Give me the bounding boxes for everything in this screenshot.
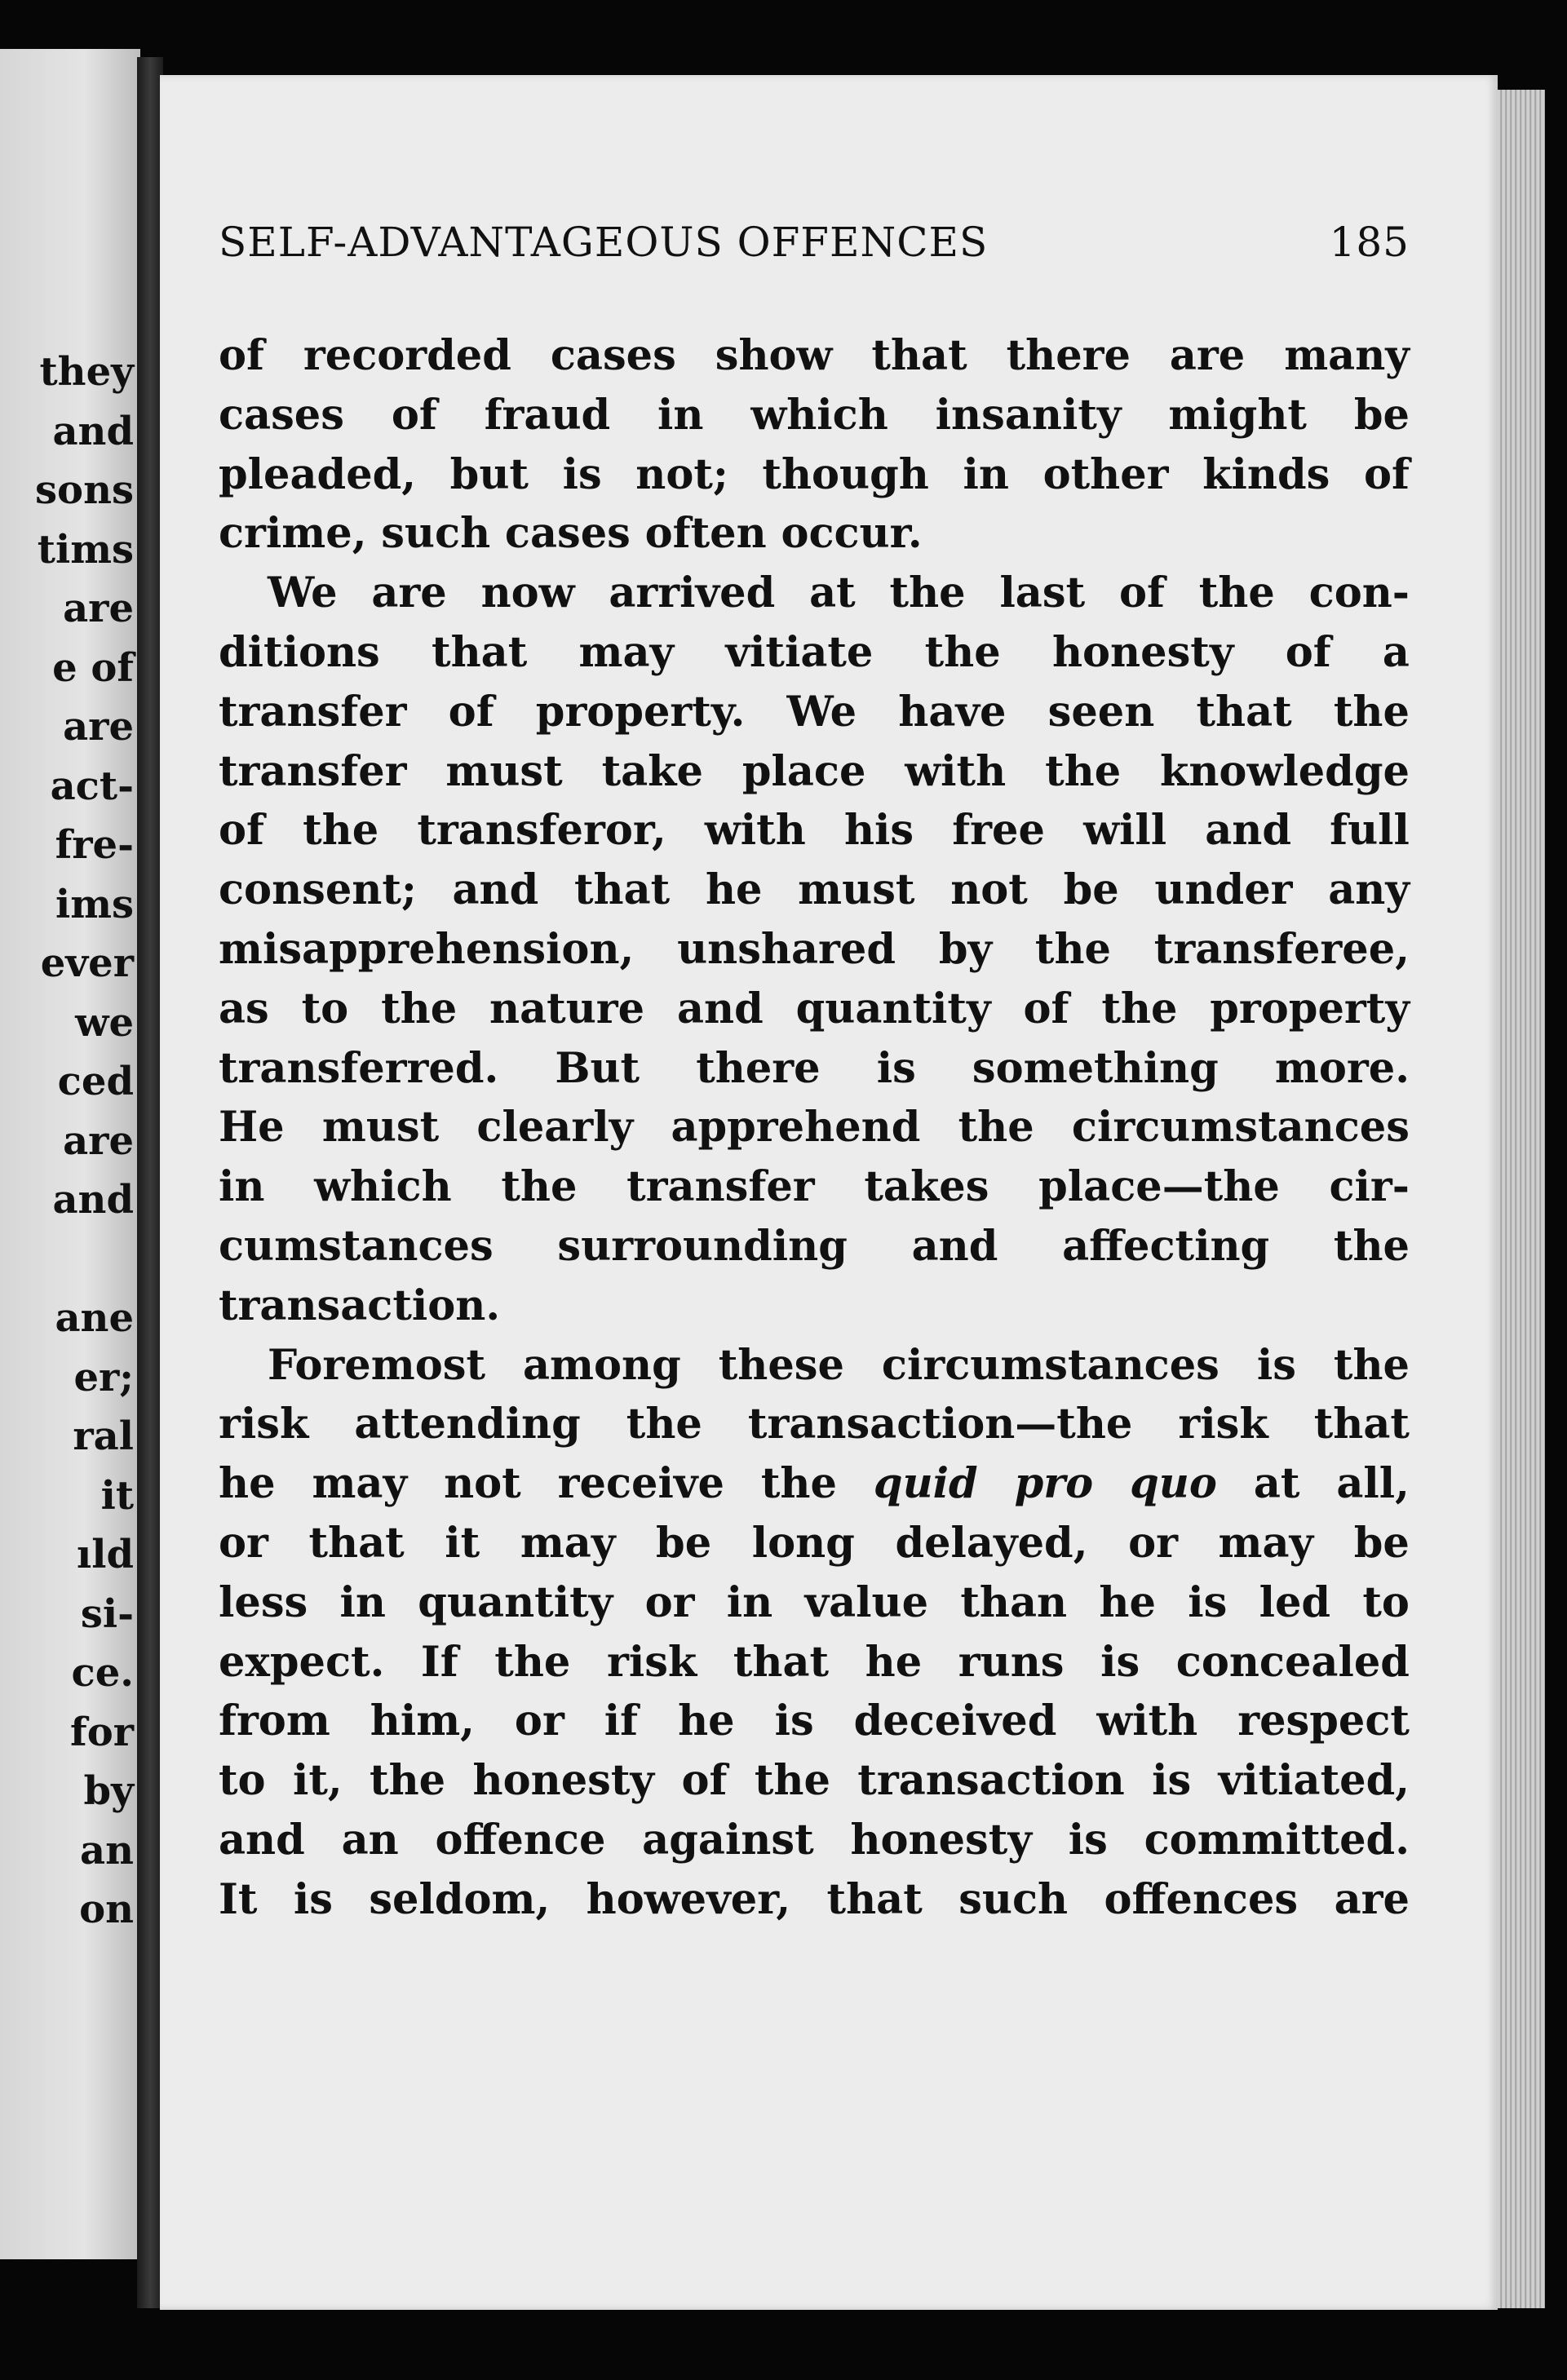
text-word: he xyxy=(865,1637,923,1687)
text-word: quantity xyxy=(795,984,991,1033)
text-word: value xyxy=(804,1577,929,1627)
text-word: cases xyxy=(504,509,645,559)
text-word: ditions xyxy=(219,627,380,677)
text-line xyxy=(219,1514,1410,1573)
text-word: risk xyxy=(219,1400,309,1449)
text-word: It xyxy=(219,1874,258,1924)
text-word: of xyxy=(1363,449,1410,499)
text-word: are xyxy=(1169,331,1246,380)
text-word: must xyxy=(445,746,563,796)
text-word: may xyxy=(1218,1518,1314,1568)
text-word: We xyxy=(786,687,857,737)
text-word: receive xyxy=(557,1459,724,1509)
text-word: honesty xyxy=(472,1756,655,1806)
previous-page-text xyxy=(0,343,134,1940)
text-word: are xyxy=(1334,1874,1410,1924)
previous-page-line: sons xyxy=(35,467,134,513)
previous-page-line: an xyxy=(80,1827,134,1873)
text-word: risk xyxy=(1178,1400,1268,1449)
text-word: nature xyxy=(489,984,645,1033)
text-word: may xyxy=(520,1518,616,1568)
text-line xyxy=(219,1098,1410,1157)
text-word: with xyxy=(905,746,1007,796)
text-word: at xyxy=(809,568,856,618)
text-word: may xyxy=(578,627,675,677)
text-line xyxy=(219,1573,1410,1633)
body-text xyxy=(219,326,1410,1930)
text-word: there xyxy=(1006,331,1131,380)
text-word: his xyxy=(843,806,914,856)
text-word: or xyxy=(644,1577,695,1627)
text-line xyxy=(219,1157,1410,1217)
text-line xyxy=(219,1870,1410,1930)
text-word: runs xyxy=(958,1637,1065,1687)
text-word: free xyxy=(952,806,1045,856)
text-word: He xyxy=(219,1103,285,1152)
text-word: something xyxy=(972,1043,1219,1093)
text-line xyxy=(219,1276,1410,1336)
text-line xyxy=(219,326,1410,386)
text-word: might xyxy=(1168,390,1307,440)
text-line xyxy=(219,623,1410,683)
text-word: such xyxy=(958,1874,1069,1924)
text-word: vitiate xyxy=(725,627,874,677)
text-word: be xyxy=(1353,1518,1410,1568)
text-word: cases xyxy=(550,331,676,380)
text-word: surrounding xyxy=(557,1221,848,1271)
text-word: committed. xyxy=(1144,1815,1410,1865)
previous-page-line: ims xyxy=(55,881,134,927)
text-word: con- xyxy=(1308,568,1410,618)
text-word: is xyxy=(774,1697,814,1746)
text-word: recorded xyxy=(303,331,511,380)
previous-page-line: we xyxy=(75,999,134,1046)
previous-page-line: si- xyxy=(80,1590,134,1637)
text-word: kinds xyxy=(1202,449,1330,499)
text-word: place xyxy=(741,746,866,796)
text-word: vitiated, xyxy=(1218,1756,1410,1806)
text-word: is xyxy=(1152,1756,1192,1806)
previous-page-line: on xyxy=(79,1887,134,1932)
text-word: of xyxy=(681,1756,728,1806)
text-word: or xyxy=(219,1518,268,1568)
text-word: of xyxy=(219,806,264,856)
text-word: other xyxy=(1042,449,1169,499)
text-word: quantity xyxy=(418,1577,613,1627)
text-word: risk xyxy=(606,1637,697,1687)
text-word: that xyxy=(308,1518,405,1568)
text-word: long xyxy=(751,1518,855,1568)
previous-page-line: for xyxy=(70,1709,134,1755)
text-word: If xyxy=(420,1637,458,1687)
text-word: seldom, xyxy=(369,1874,551,1924)
text-word: under xyxy=(1154,865,1293,915)
text-word: pleaded, xyxy=(219,449,417,499)
text-word: transaction xyxy=(857,1756,1125,1806)
text-word: But xyxy=(555,1043,640,1093)
text-word: by xyxy=(938,924,993,974)
text-line xyxy=(219,980,1410,1039)
text-word: and xyxy=(911,1221,998,1271)
text-line xyxy=(219,1633,1410,1692)
text-word: transaction. xyxy=(219,1281,501,1330)
previous-page-line: fre- xyxy=(55,822,134,868)
text-word: be xyxy=(1353,390,1410,440)
text-word: to xyxy=(1362,1577,1410,1627)
text-word: last xyxy=(999,568,1086,618)
text-line xyxy=(219,860,1410,920)
text-word: the xyxy=(760,1459,837,1509)
text-word: must xyxy=(798,865,915,915)
text-word: misapprehension, xyxy=(219,924,635,974)
previous-page-line: e of xyxy=(52,644,134,691)
text-word: the xyxy=(1333,1340,1410,1390)
text-word: and xyxy=(452,865,539,915)
text-word: the xyxy=(924,627,1001,677)
previous-page-line: act- xyxy=(50,763,134,809)
text-word: honesty xyxy=(850,1815,1032,1865)
previous-page-line: ıld xyxy=(76,1532,134,1577)
text-word: to xyxy=(301,984,349,1033)
text-word: attending xyxy=(354,1400,581,1449)
text-word: often xyxy=(644,509,781,559)
text-word: there xyxy=(696,1043,821,1093)
text-word: to xyxy=(219,1756,266,1806)
text-word: than xyxy=(960,1577,1068,1627)
text-word: of xyxy=(1285,627,1331,677)
text-word: the xyxy=(958,1103,1034,1152)
text-word: deceived xyxy=(853,1697,1057,1746)
text-line xyxy=(219,742,1410,802)
text-word: he xyxy=(705,865,763,915)
previous-page-line: ce. xyxy=(71,1650,134,1696)
text-word: take xyxy=(601,746,703,796)
text-word: and xyxy=(1205,806,1292,856)
text-word: transferee, xyxy=(1153,924,1410,974)
text-word: circumstances xyxy=(1071,1103,1410,1152)
text-word: such xyxy=(381,509,505,559)
text-word: he xyxy=(678,1697,735,1746)
text-word: fraud xyxy=(484,390,611,440)
text-word: the xyxy=(889,568,966,618)
text-word: delayed, xyxy=(895,1518,1088,1568)
text-word: is xyxy=(562,449,602,499)
text-line xyxy=(219,920,1410,980)
text-word: transfer xyxy=(626,1162,815,1212)
text-word: be xyxy=(1063,865,1119,915)
text-word: many xyxy=(1284,331,1410,380)
text-word: transferor, xyxy=(417,806,666,856)
previous-page-line: it xyxy=(100,1472,134,1519)
text-word: the xyxy=(1045,746,1122,796)
text-word: in xyxy=(219,1162,265,1212)
text-word: will xyxy=(1083,806,1167,856)
text-word: consent; xyxy=(219,865,417,915)
text-word: respect xyxy=(1237,1697,1410,1746)
text-word: pro xyxy=(1014,1459,1094,1509)
text-word: in xyxy=(963,449,1009,499)
text-word: that xyxy=(1313,1400,1410,1449)
text-word: transfer xyxy=(219,746,407,796)
text-line xyxy=(219,1217,1410,1276)
text-word: is xyxy=(1188,1577,1228,1627)
text-word: is xyxy=(1100,1637,1140,1687)
previous-page-line: are xyxy=(63,704,134,750)
text-word: with xyxy=(704,806,806,856)
text-word: against xyxy=(642,1815,814,1865)
text-word: these xyxy=(718,1340,844,1390)
previous-page-line: they xyxy=(39,349,134,395)
text-word: unshared xyxy=(677,924,896,974)
text-word: that xyxy=(1196,687,1292,737)
text-word: in xyxy=(726,1577,773,1627)
text-line xyxy=(219,1395,1410,1454)
text-word: led xyxy=(1259,1577,1331,1627)
text-word: that xyxy=(826,1874,923,1924)
text-line xyxy=(219,1336,1410,1396)
text-word: in xyxy=(339,1577,386,1627)
previous-page-line: are xyxy=(63,586,134,631)
text-word: the xyxy=(626,1400,702,1449)
text-word: must xyxy=(321,1103,440,1152)
text-word: all, xyxy=(1336,1459,1410,1509)
text-word: transferred. xyxy=(219,1043,499,1093)
previous-page-line: ane xyxy=(55,1295,134,1341)
text-word: the xyxy=(1333,687,1410,737)
text-word: occur. xyxy=(781,509,923,559)
text-word: expect. xyxy=(219,1637,385,1687)
text-word: takes xyxy=(864,1162,989,1212)
text-word: and xyxy=(219,1815,305,1865)
text-word: though xyxy=(762,449,929,499)
text-word: insanity xyxy=(935,390,1122,440)
text-word: is xyxy=(1068,1815,1108,1865)
text-word: a xyxy=(1382,627,1410,677)
text-word: he xyxy=(219,1459,276,1509)
text-line xyxy=(219,683,1410,742)
text-word: now xyxy=(480,568,575,618)
text-word: from xyxy=(219,1697,330,1746)
text-word: however, xyxy=(586,1874,791,1924)
text-word: which xyxy=(750,390,888,440)
text-word: cumstances xyxy=(219,1221,494,1271)
text-word: the xyxy=(370,1756,446,1806)
text-word: We xyxy=(268,568,338,618)
previous-page-line: ral xyxy=(73,1413,134,1459)
text-word: is xyxy=(1256,1340,1296,1390)
text-word: the xyxy=(303,806,379,856)
previous-page-line: tims xyxy=(37,526,134,573)
text-word: arrived xyxy=(609,568,776,618)
text-word: that xyxy=(573,865,671,915)
text-word: offence xyxy=(435,1815,606,1865)
text-word: cir- xyxy=(1329,1162,1410,1212)
text-word: among xyxy=(522,1340,681,1390)
text-word: that xyxy=(432,627,528,677)
text-word: concealed xyxy=(1175,1637,1410,1687)
text-word: transaction—the xyxy=(747,1400,1133,1449)
text-word: not; xyxy=(635,449,728,499)
previous-page-edge xyxy=(0,49,140,2259)
text-word: transfer xyxy=(219,687,407,737)
text-word: him, xyxy=(370,1697,475,1746)
text-word: cases xyxy=(219,390,344,440)
text-word: of xyxy=(219,331,264,380)
text-line xyxy=(219,504,1410,564)
text-line xyxy=(219,386,1410,445)
text-word: an xyxy=(341,1815,399,1865)
running-head-title: SELF-ADVANTAGEOUS OFFENCES xyxy=(219,219,989,266)
book-page xyxy=(160,75,1498,2310)
text-word: offences xyxy=(1104,1874,1299,1924)
text-word: the xyxy=(1333,1221,1410,1271)
previous-page-line xyxy=(0,1230,134,1290)
text-word: not xyxy=(950,865,1028,915)
text-word: clearly xyxy=(476,1103,634,1152)
text-word: it xyxy=(445,1518,480,1568)
page-number: 185 xyxy=(1329,219,1410,266)
text-word: of xyxy=(448,687,494,737)
text-word: at xyxy=(1253,1459,1300,1509)
text-word: he xyxy=(1099,1577,1156,1627)
text-word: is xyxy=(293,1874,333,1924)
text-line xyxy=(219,1811,1410,1870)
page-edges xyxy=(1498,90,1545,2308)
previous-page-line: and xyxy=(52,1177,134,1223)
previous-page-line: er; xyxy=(73,1354,134,1400)
text-word: is xyxy=(876,1043,916,1093)
text-word: if xyxy=(604,1697,639,1746)
text-word: apprehend xyxy=(671,1103,921,1152)
text-word: place—the xyxy=(1038,1162,1280,1212)
text-word: of xyxy=(1023,984,1069,1033)
text-word: property xyxy=(1210,984,1410,1033)
text-word: as xyxy=(219,984,269,1033)
text-line xyxy=(219,1039,1410,1099)
previous-page-line: and xyxy=(52,408,134,454)
previous-page-line: by xyxy=(83,1768,134,1814)
text-line xyxy=(219,1751,1410,1811)
text-word: circumstances xyxy=(881,1340,1220,1390)
text-line xyxy=(219,801,1410,860)
text-word: crime, xyxy=(219,509,382,559)
text-word: not xyxy=(444,1459,521,1509)
text-word: that xyxy=(733,1637,830,1687)
text-word: quo xyxy=(1130,1459,1217,1509)
text-word: with xyxy=(1096,1697,1198,1746)
text-word: are xyxy=(371,568,447,618)
text-line xyxy=(219,1454,1410,1514)
text-word: it, xyxy=(292,1756,343,1806)
text-word: the xyxy=(494,1637,571,1687)
text-word: any xyxy=(1328,865,1410,915)
text-word: Foremost xyxy=(268,1340,486,1390)
text-word: property. xyxy=(535,687,746,737)
text-word: quid xyxy=(873,1459,978,1509)
text-word: but xyxy=(449,449,529,499)
text-word: the xyxy=(381,984,458,1033)
previous-page-line: ced xyxy=(57,1059,134,1104)
text-word: less xyxy=(219,1577,308,1627)
text-word: or xyxy=(514,1697,564,1746)
text-word: of xyxy=(391,390,437,440)
text-word: the xyxy=(1034,924,1111,974)
text-word: more. xyxy=(1274,1043,1410,1093)
text-line xyxy=(219,1692,1410,1751)
text-word: and xyxy=(676,984,764,1033)
text-word: the xyxy=(1198,568,1275,618)
previous-page-line: are xyxy=(63,1117,134,1164)
text-word: be xyxy=(656,1518,712,1568)
text-word: of xyxy=(1118,568,1165,618)
text-word: may xyxy=(312,1459,408,1509)
text-word: honesty xyxy=(1051,627,1234,677)
text-line xyxy=(219,564,1410,623)
text-word: affecting xyxy=(1062,1221,1270,1271)
text-word: which xyxy=(314,1162,452,1212)
text-word: that xyxy=(871,331,967,380)
text-word: the xyxy=(501,1162,578,1212)
text-word: seen xyxy=(1047,687,1155,737)
text-line xyxy=(219,445,1410,505)
running-head xyxy=(219,219,1410,266)
text-word: the xyxy=(1101,984,1178,1033)
text-word: in xyxy=(657,390,704,440)
previous-page-line: ever xyxy=(40,940,134,986)
text-word: or xyxy=(1128,1518,1178,1568)
text-word: have xyxy=(898,687,1007,737)
text-word: knowledge xyxy=(1160,746,1410,796)
text-word: full xyxy=(1330,806,1410,856)
text-word: the xyxy=(754,1756,830,1806)
text-word: show xyxy=(715,331,833,380)
